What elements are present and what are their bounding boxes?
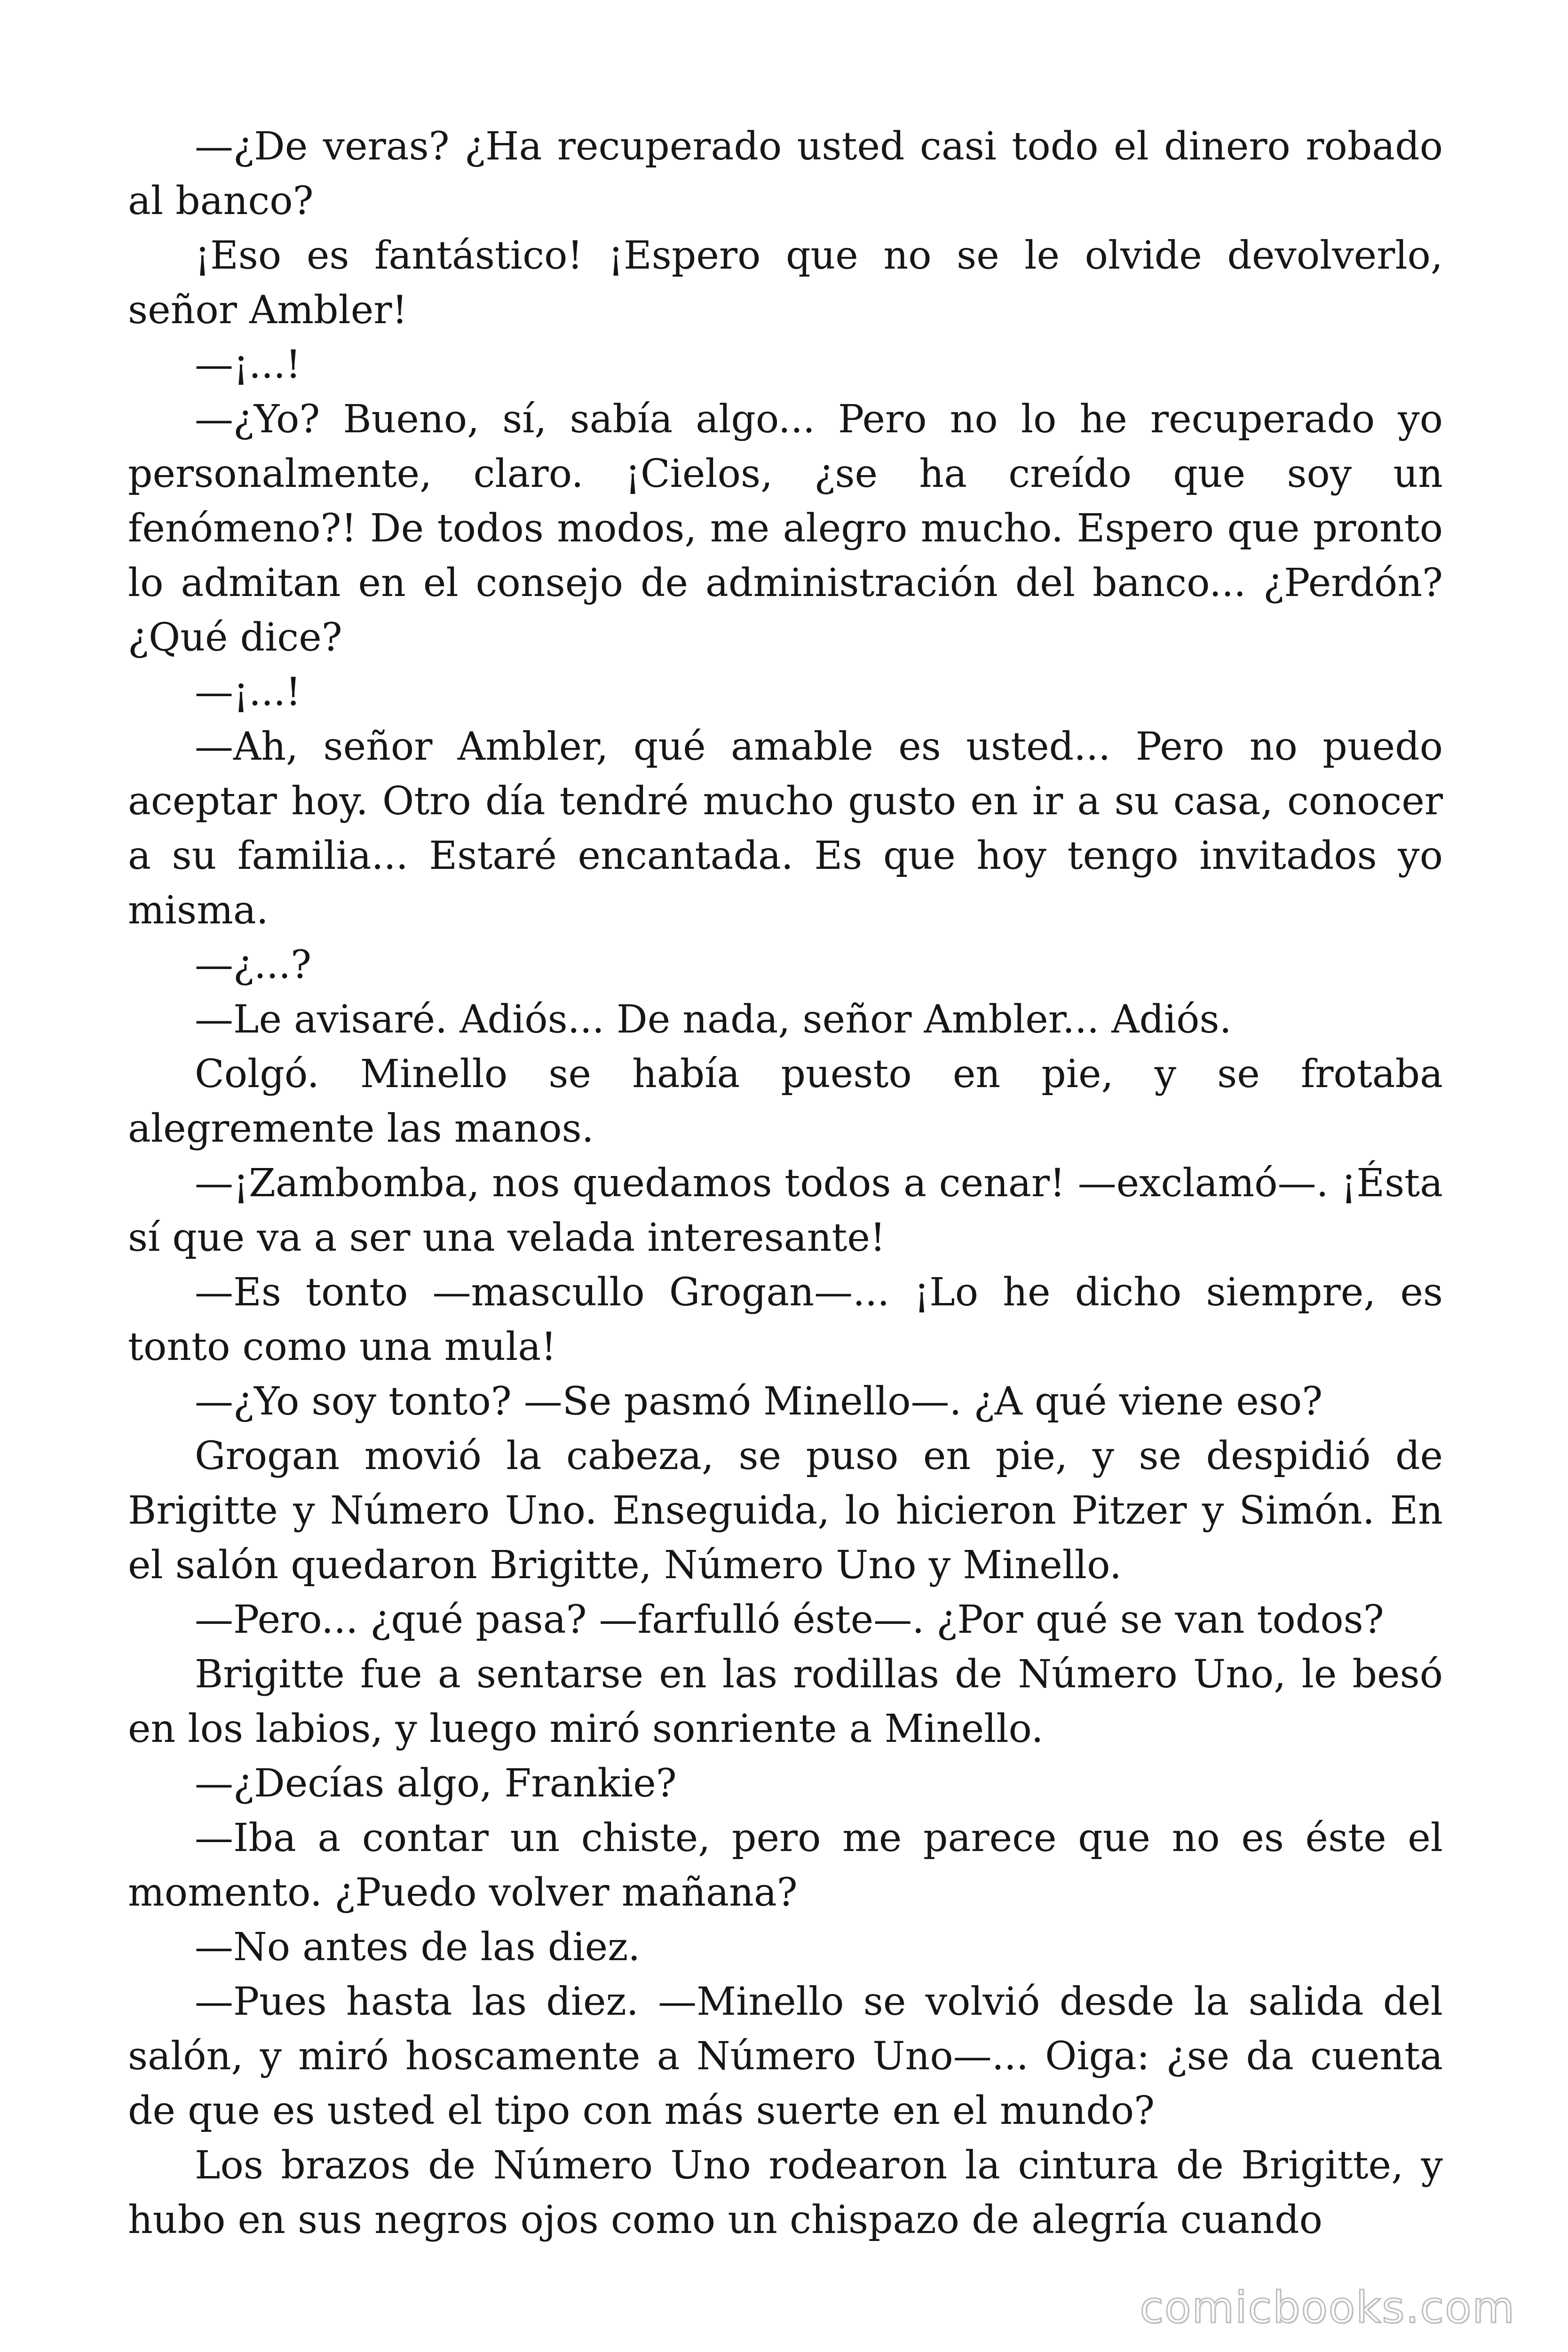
- paragraph: —Pero... ¿qué pasa? —farfulló éste—. ¿Por qué se van todos?: [195, 1597, 1384, 1642]
- paragraph: Colgó. Minello se había puesto en pie, y se frotaba alegremente las manos.: [128, 1052, 1443, 1151]
- watermark: comicbooks.com: [1140, 2282, 1515, 2333]
- paragraph: —¿De veras? ¿Ha recuperado usted casi todo el dinero robado al banco?: [128, 124, 1443, 223]
- paragraph: —¡Zambomba, nos quedamos todos a cenar! —exclamó—. ¡Ésta sí que va a ser una velada interesante!: [128, 1161, 1443, 1260]
- paragraph: —Iba a contar un chiste, pero me parece que no es éste el momento. ¿Puedo volver mañana?: [128, 1816, 1443, 1915]
- paragraph: Grogan movió la cabeza, se puso en pie, y se despidió de Brigitte y Número Uno. Enseguida, lo hicieron Pitzer y Simón. En el salón quedaron Brigitte, Número Uno y Minello.: [128, 1434, 1443, 1588]
- paragraph: —¿Yo soy tonto? —Se pasmó Minello—. ¿A qué viene eso?: [195, 1379, 1323, 1424]
- paragraph: —Es tonto —mascullo Grogan—... ¡Lo he dicho siempre, es tonto como una mula!: [128, 1270, 1443, 1369]
- paragraph: —¡...!: [195, 342, 301, 387]
- paragraph: —¿Decías algo, Frankie?: [195, 1761, 677, 1806]
- paragraph: Brigitte fue a sentarse en las rodillas de Número Uno, le besó en los labios, y luego miró sonriente a Minello.: [128, 1652, 1443, 1751]
- paragraph: —No antes de las diez.: [195, 1925, 641, 1970]
- paragraph: —¿...?: [195, 943, 312, 987]
- paragraph: —Pues hasta las diez. —Minello se volvió desde la salida del salón, y miró hoscamente a Número Uno—... Oiga: ¿se da cuenta de que es usted el tipo con más suerte en el mundo?: [128, 1979, 1443, 2133]
- paragraph: —Ah, señor Ambler, qué amable es usted... Pero no puedo aceptar hoy. Otro día tendré mucho gusto en ir a su casa, conocer a su familia... Estaré encantada. Es que hoy tengo invitados yo misma.: [128, 724, 1443, 933]
- body-text: [128, 119, 1443, 2248]
- paragraph: ¡Eso es fantástico! ¡Espero que no se le olvide devolverlo, señor Ambler!: [128, 233, 1443, 333]
- paragraph: —Le avisaré. Adiós... De nada, señor Ambler... Adiós.: [195, 997, 1232, 1042]
- paragraph: —¿Yo? Bueno, sí, sabía algo... Pero no lo he recuperado yo personalmente, claro. ¡Cielos, ¿se ha creído que soy un fenómeno?! De todos modos, me alegro mucho. Espero que pronto lo admitan en el consejo de administración del banco... ¿Perdón? ¿Qué dice?: [128, 397, 1443, 660]
- paragraph: Los brazos de Número Uno rodearon la cintura de Brigitte, y hubo en sus negros ojos como un chispazo de alegría cuando: [128, 2143, 1443, 2242]
- paragraph: —¡...!: [195, 670, 301, 715]
